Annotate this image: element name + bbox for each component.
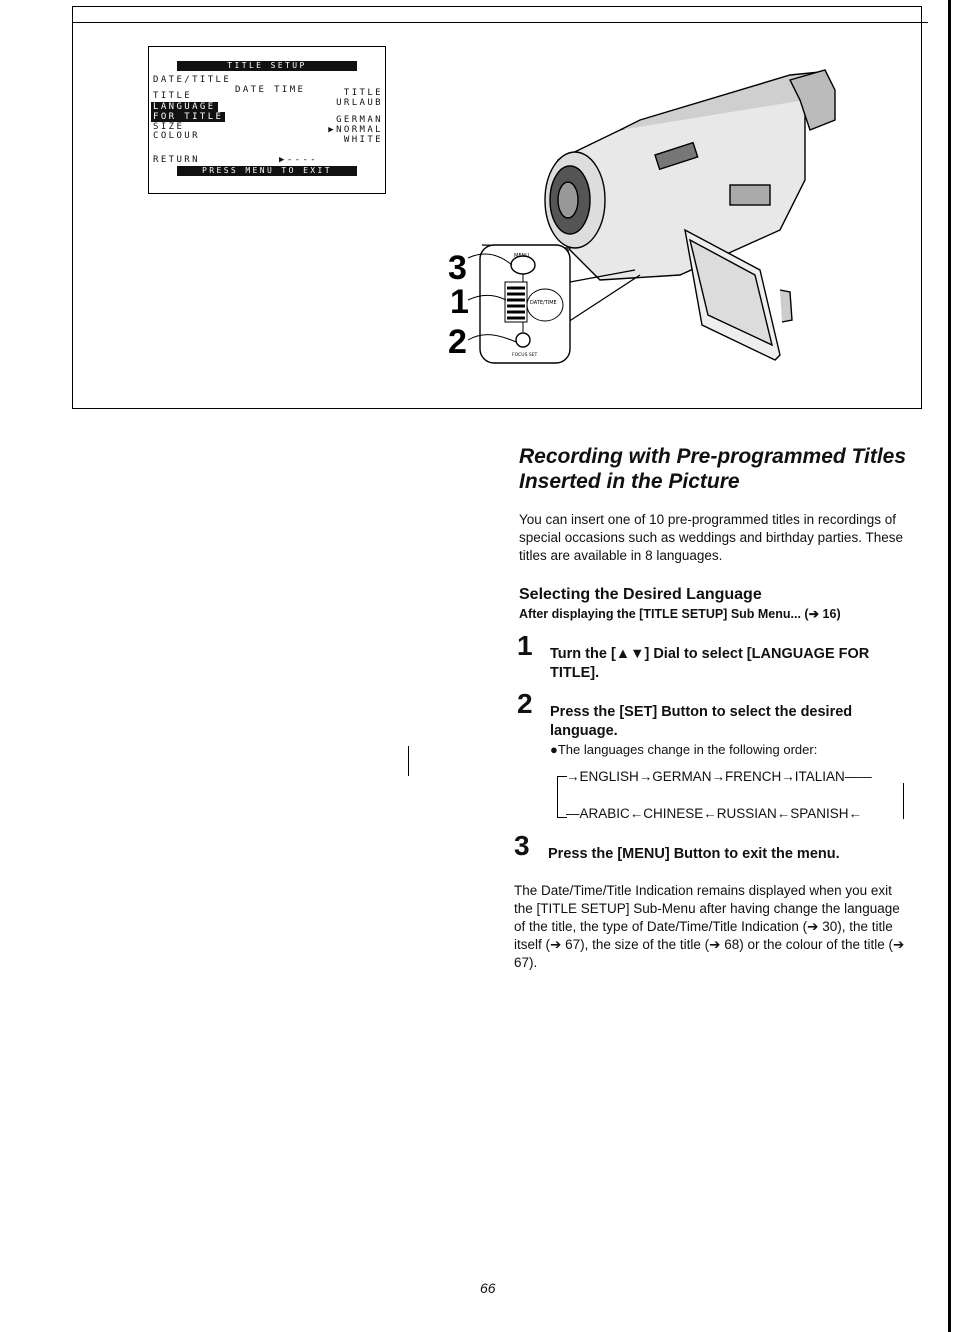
- menu-row-title: TITLE: [153, 91, 193, 101]
- intro-paragraph: You can insert one of 10 pre-programmed titles in recordings of special occasions such as weddings and birthday parties. These titles are available in 8 languages.: [519, 512, 903, 563]
- page-number: 66: [480, 1280, 496, 1296]
- sub-heading: Selecting the Desired Language: [519, 586, 762, 603]
- menu-row-title-value: URLAUB: [336, 98, 383, 108]
- callout-1: 1: [450, 283, 469, 321]
- page-edge-line: [948, 0, 951, 1332]
- menu-row-size-value: ▶NORMAL: [328, 125, 383, 135]
- menu-title: TITLE SETUP: [177, 61, 357, 71]
- menu-row-colour: COLOUR: [153, 131, 200, 141]
- menu-row-date-title-value: DATE TIME: [235, 85, 306, 95]
- title-setup-menu-screen: [148, 46, 386, 194]
- dial-label: DATE/TIME: [530, 300, 557, 306]
- camcorder-illustration: [440, 60, 860, 405]
- menu-row-size: SIZE: [153, 122, 185, 132]
- language-order-row-2: —ARABIC←CHINESE←RUSSIAN←SPANISH←: [566, 806, 863, 821]
- menu-footer: PRESS MENU TO EXIT: [177, 166, 357, 176]
- callout-2: 2: [448, 323, 467, 361]
- step-1-number: 1: [517, 630, 533, 661]
- step-1-text: Turn the [▲▼] Dial to select [LANGUAGE FOR TITLE].: [550, 646, 870, 681]
- focus-set-label: FOCUS SET: [512, 353, 538, 358]
- step-3-text: Press the [MENU] Button to exit the menu.: [548, 846, 840, 862]
- menu-row-date-title-value2: TITLE: [343, 88, 383, 98]
- menu-row-language-line1: LANGUAGE: [153, 102, 216, 112]
- menu-row-return-value: ▶----: [279, 155, 319, 165]
- section-heading: Recording with Pre-programmed Titles Inserted in the Picture: [519, 445, 907, 493]
- closing-paragraph: The Date/Time/Title Indication remains displayed when you exit the [TITLE SETUP] Sub-Menu after having change the language of the title, the type of Date/Time/Title Indication (➔ 30), the title itself (➔ 67), the size of the title (➔ 68) or the colour of the title (➔ 67).: [514, 883, 905, 970]
- menu-row-date-title: DATE/TITLE: [153, 75, 232, 85]
- step-2-note: ●The languages change in the following order:: [550, 742, 818, 757]
- prerequisite-note: After displaying the [TITLE SETUP] Sub Menu... (➔ 16): [519, 607, 841, 621]
- step-2-number: 2: [517, 688, 533, 719]
- menu-button-label: MENU: [514, 253, 529, 259]
- menu-row-return: RETURN: [153, 155, 200, 165]
- step-3-number: 3: [514, 830, 530, 861]
- menu-row-language-line2: FOR TITLE: [153, 112, 224, 122]
- language-order-row-1: →ENGLISH→GERMAN→FRENCH→ITALIAN——: [566, 769, 872, 784]
- step-2-text: Press the [SET] Button to select the desired language.: [550, 704, 853, 739]
- menu-row-language-value: GERMAN: [336, 115, 383, 125]
- sequence-bracket-right: [903, 783, 904, 819]
- sequence-bracket-left: [557, 776, 558, 818]
- callout-3: 3: [448, 249, 467, 287]
- menu-row-colour-value: WHITE: [343, 135, 383, 145]
- margin-mark: [408, 746, 409, 776]
